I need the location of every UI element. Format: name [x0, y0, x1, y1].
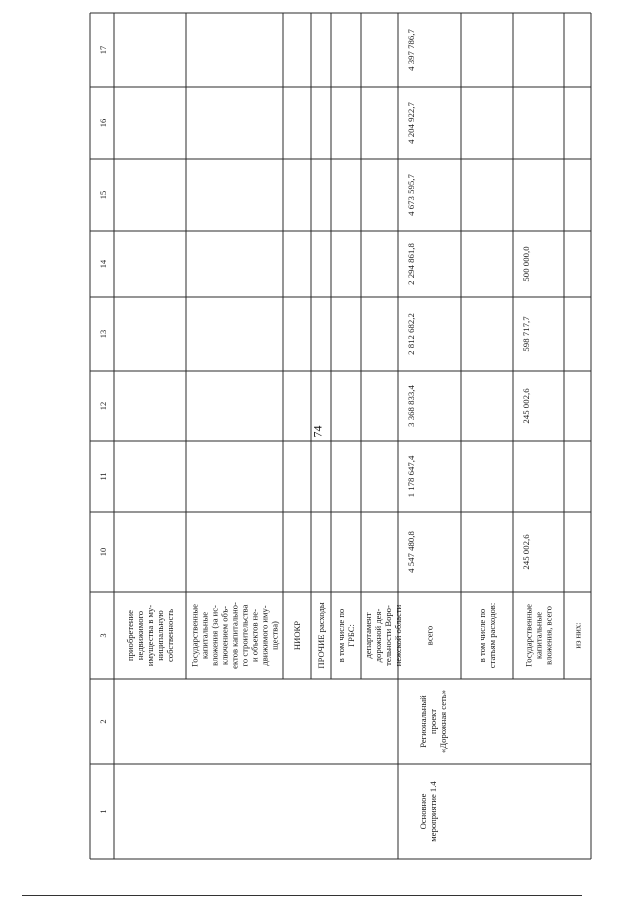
column-header-12: 12 [99, 401, 108, 411]
value-cell: 500 000,0 [521, 246, 531, 282]
row-label-col3: в том числе поГРБС: [336, 608, 356, 663]
value-cell: 4 397 786,7 [406, 29, 416, 71]
value-cell: 3 368 833,4 [406, 385, 416, 427]
value-cell: 4 673 595,7 [406, 174, 416, 216]
value-cell: 598 717,7 [521, 316, 531, 352]
value-cell: 245 002,6 [521, 388, 531, 424]
column-header-13: 13 [99, 329, 108, 339]
row-label-col3: ПРОЧИЕ расходы [316, 602, 326, 669]
column-header-17: 17 [99, 45, 108, 55]
row-label-col3: приобретениенедвижимогоимущества в му-ниципальнуюсобственность [125, 604, 175, 667]
budget-table-grid [90, 13, 622, 859]
measure-row-label: Государственныекапитальныевложения, всего [523, 604, 554, 667]
value-cell: 245 002,6 [521, 534, 531, 570]
value-cell: 2 812 682,2 [406, 313, 416, 355]
column-header-11: 11 [99, 472, 108, 481]
column-header-2: 2 [99, 719, 108, 724]
column-header-10: 10 [99, 547, 108, 557]
column-header-1: 1 [99, 809, 108, 814]
measure-row-label: из них: [572, 622, 583, 649]
value-cell: 1 178 647,4 [406, 455, 416, 498]
budget-table [90, 13, 622, 859]
row-label-col3: НИОКР [292, 620, 302, 651]
column-header-15: 15 [99, 190, 108, 200]
column-header-16: 16 [99, 118, 108, 128]
project-name: Региональныйпроект«Дорожная сеть» [418, 690, 448, 753]
column-header-3: 3 [99, 633, 108, 638]
row-label-col3: Государственныекапитальныевложения (за ис-ключением объ-ектов капитально-го строительстваи объектов не-движимого иму-щества) [189, 602, 280, 669]
rotated-table-body [90, 13, 591, 859]
column-header-14: 14 [99, 259, 108, 269]
value-cell: 4 204 922,7 [406, 102, 416, 144]
footer-rule [22, 895, 582, 896]
measure-name: Основноемероприятие 1.4 [418, 781, 438, 842]
page-number: 74 [310, 425, 325, 438]
measure-row-label: в том числе постатьям расходов: [477, 602, 497, 669]
value-cell: 4 547 480,8 [406, 531, 416, 573]
measure-row-label: всего [424, 625, 435, 646]
value-cell: 2 294 861,8 [406, 243, 416, 285]
row-label-col3: департаментдорожной дея-тельности Воро-нежской области [363, 604, 403, 667]
